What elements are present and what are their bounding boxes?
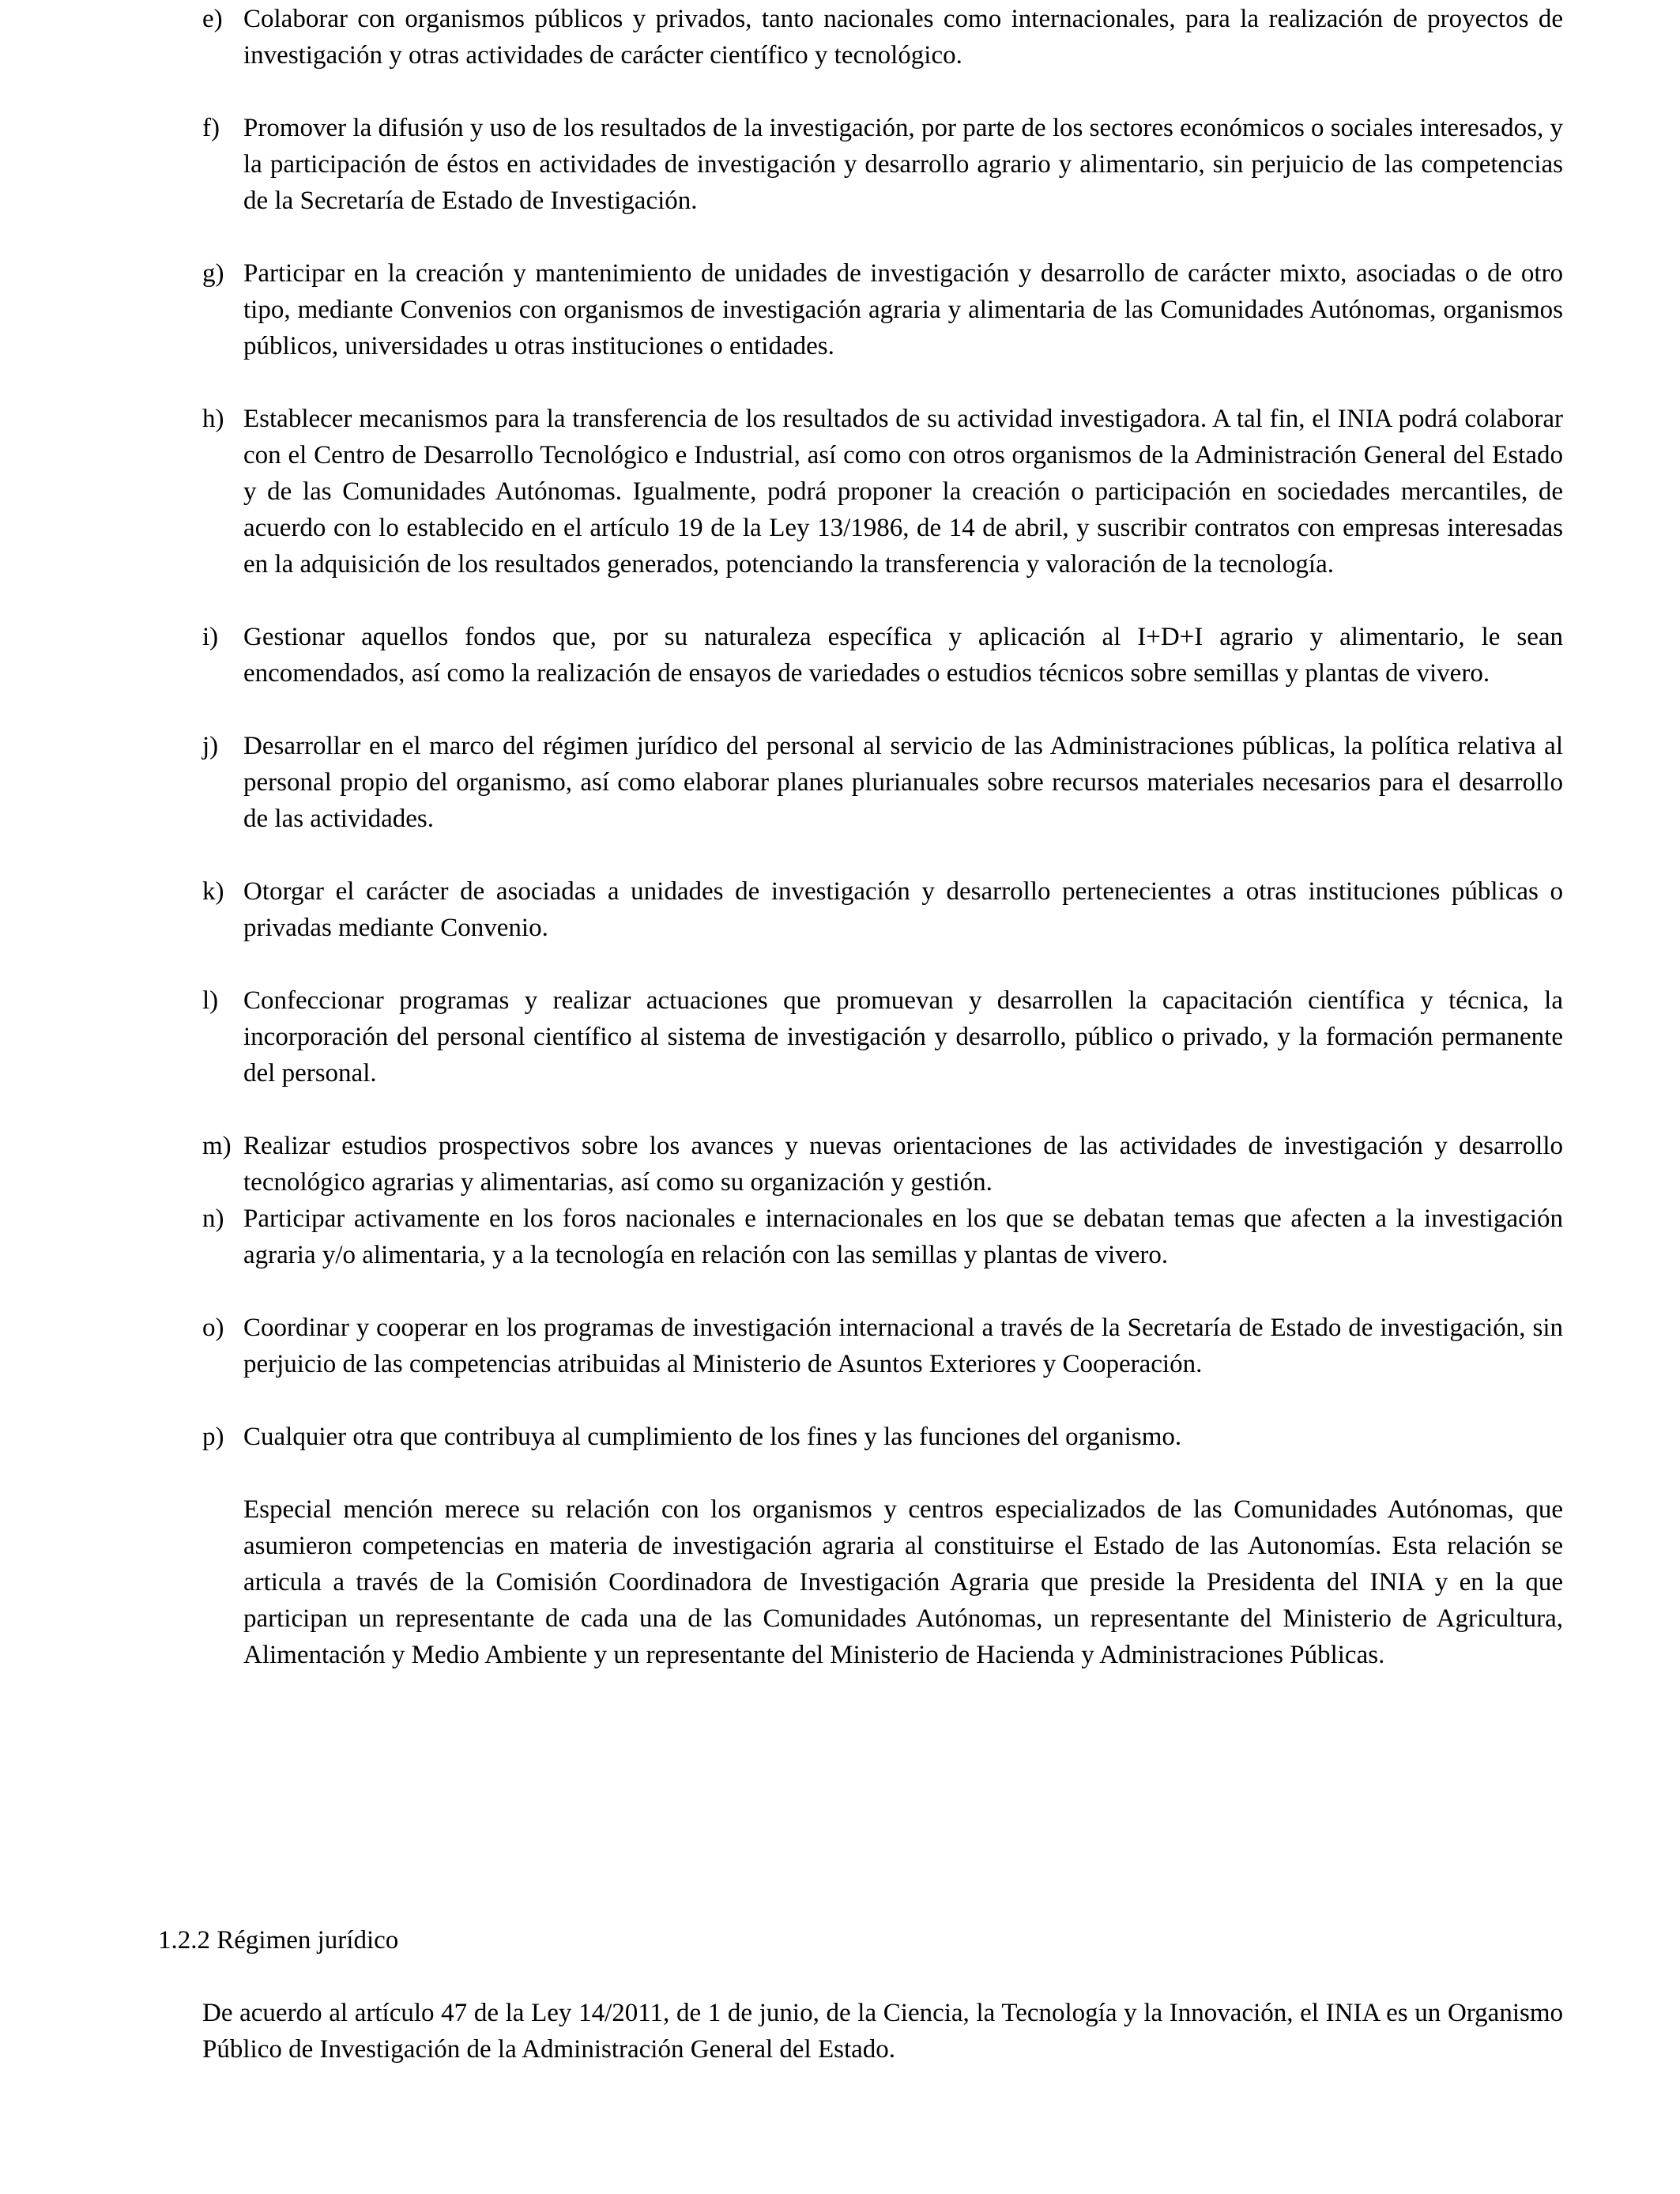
list-item-text: Cualquier otra que contribuya al cumplimiento de los fines y las funciones del organismo.: [243, 1423, 1182, 1451]
list-item: [202, 1128, 1563, 1201]
list-item-marker: l): [202, 986, 219, 1015]
list-item: [202, 255, 1563, 364]
section-heading: 1.2.2 Régimen jurídico: [158, 1926, 399, 1955]
list-item: [202, 873, 1563, 946]
list-item: [202, 1, 1563, 74]
list-item-text: Desarrollar en el marco del régimen jurídico del personal al servicio de las Administraciones públicas, la política relativa al personal propio del organismo, así como elaborar planes plurianuales sobre recursos materiales necesarios para el desarrollo de las actividades.: [243, 732, 1563, 833]
list-item-marker: m): [202, 1132, 232, 1160]
list-item-marker: h): [202, 405, 224, 433]
list-item-marker: n): [202, 1204, 224, 1233]
list-item: [202, 110, 1563, 219]
list-item-marker: j): [202, 732, 219, 760]
list-item-marker: i): [202, 623, 219, 651]
list-item-text: Colaborar con organismos públicos y privados, tanto nacionales como internacionales, para la realización de proyectos de investigación y otras actividades de carácter científico y tecnológico.: [243, 5, 1563, 70]
special-mention-paragraph: Especial mención merece su relación con los organismos y centros especializados de las Comunidades Autónomas, que asumieron competencias en materia de investigación agraria al constituirse el Estado de las Autonomías. Esta relación se articula a través de la Comisión Coordinadora de Investigación Agraria que preside la Presidenta del INIA y en la que participan un representante de cada una de las Comunidades Autónomas, un representante del Ministerio de Agricultura, Alimentación y Medio Ambiente y un representante del Ministerio de Hacienda y Administraciones Públicas.: [243, 1495, 1563, 1669]
list-item: [202, 728, 1563, 837]
list-item-text: Realizar estudios prospectivos sobre los avances y nuevas orientaciones de las actividades de investigación y desarrollo tecnológico agrarias y alimentarias, así como su organización y gestión.: [243, 1132, 1563, 1197]
list-item-text: Participar en la creación y mantenimiento de unidades de investigación y desarrollo de carácter mixto, asociadas o de otro tipo, mediante Convenios con organismos de investigación agraria y alimentaria de las Comunidades Autónomas, organismos públicos, universidades u otras instituciones o entidades.: [243, 259, 1563, 360]
list-item: [202, 401, 1563, 582]
list-item-text: Confeccionar programas y realizar actuaciones que promuevan y desarrollen la capacitación científica y técnica, la incorporación del personal científico al sistema de investigación y desarrollo, público o privado, y la formación permanente del personal.: [243, 986, 1563, 1088]
list-item-marker: e): [202, 5, 223, 33]
list-item-marker: p): [202, 1423, 224, 1451]
closing-paragraph: De acuerdo al artículo 47 de la Ley 14/2011, de 1 de junio, de la Ciencia, la Tecnología y la Innovación, el INIA es un Organismo Público de Investigación de la Administración General del Estado.: [202, 1999, 1563, 2064]
list-item-text: Establecer mecanismos para la transferencia de los resultados de su actividad investigadora. A tal fin, el INIA podrá colaborar con el Centro de Desarrollo Tecnológico e Industrial, así como con otros organismos de la Administración General del Estado y de las Comunidades Autónomas. Igualmente, podrá proponer la creación o participación en sociedades mercantiles, de acuerdo con lo establecido en el artículo 19 de la Ley 13/1986, de 14 de abril, y suscribir contratos con empresas interesadas en la adquisición de los resultados generados, potenciando la transferencia y valoración de la tecnología.: [243, 405, 1563, 579]
list-item: [202, 1419, 1563, 1455]
list-item: [202, 1201, 1563, 1273]
list-item-text: Otorgar el carácter de asociadas a unidades de investigación y desarrollo pertenecientes a otras instituciones públicas o privadas mediante Convenio.: [243, 877, 1563, 942]
list-item-marker: g): [202, 259, 224, 288]
list-item: [202, 1310, 1563, 1382]
list-item-marker: o): [202, 1314, 224, 1342]
functions-list: [202, 0, 1563, 1673]
list-item-text: Gestionar aquellos fondos que, por su naturaleza específica y aplicación al I+D+I agrario y alimentario, le sean encomendados, así como la realización de ensayos de variedades o estudios técnicos sobre semillas y plantas de vivero.: [243, 623, 1563, 688]
list-item-text: Participar activamente en los foros nacionales e internacionales en los que se debatan temas que afecten a la investigación agraria y/o alimentaria, y a la tecnología en relación con las semillas y plantas de vivero.: [243, 1204, 1563, 1269]
list-item-text: Promover la difusión y uso de los resultados de la investigación, por parte de los sectores económicos o sociales interesados, y la participación de éstos en actividades de investigación y desarrollo agrario y alimentario, sin perjuicio de las competencias de la Secretaría de Estado de Investigación.: [243, 114, 1563, 215]
list-item-marker: f): [202, 114, 220, 142]
list-item-text: Coordinar y cooperar en los programas de investigación internacional a través de la Secretaría de Estado de investigación, sin perjuicio de las competencias atribuidas al Ministerio de Asuntos Exteriores y Cooperación.: [243, 1314, 1563, 1378]
list-item-marker: k): [202, 877, 224, 906]
list-item: [202, 982, 1563, 1091]
list-item: [202, 619, 1563, 692]
